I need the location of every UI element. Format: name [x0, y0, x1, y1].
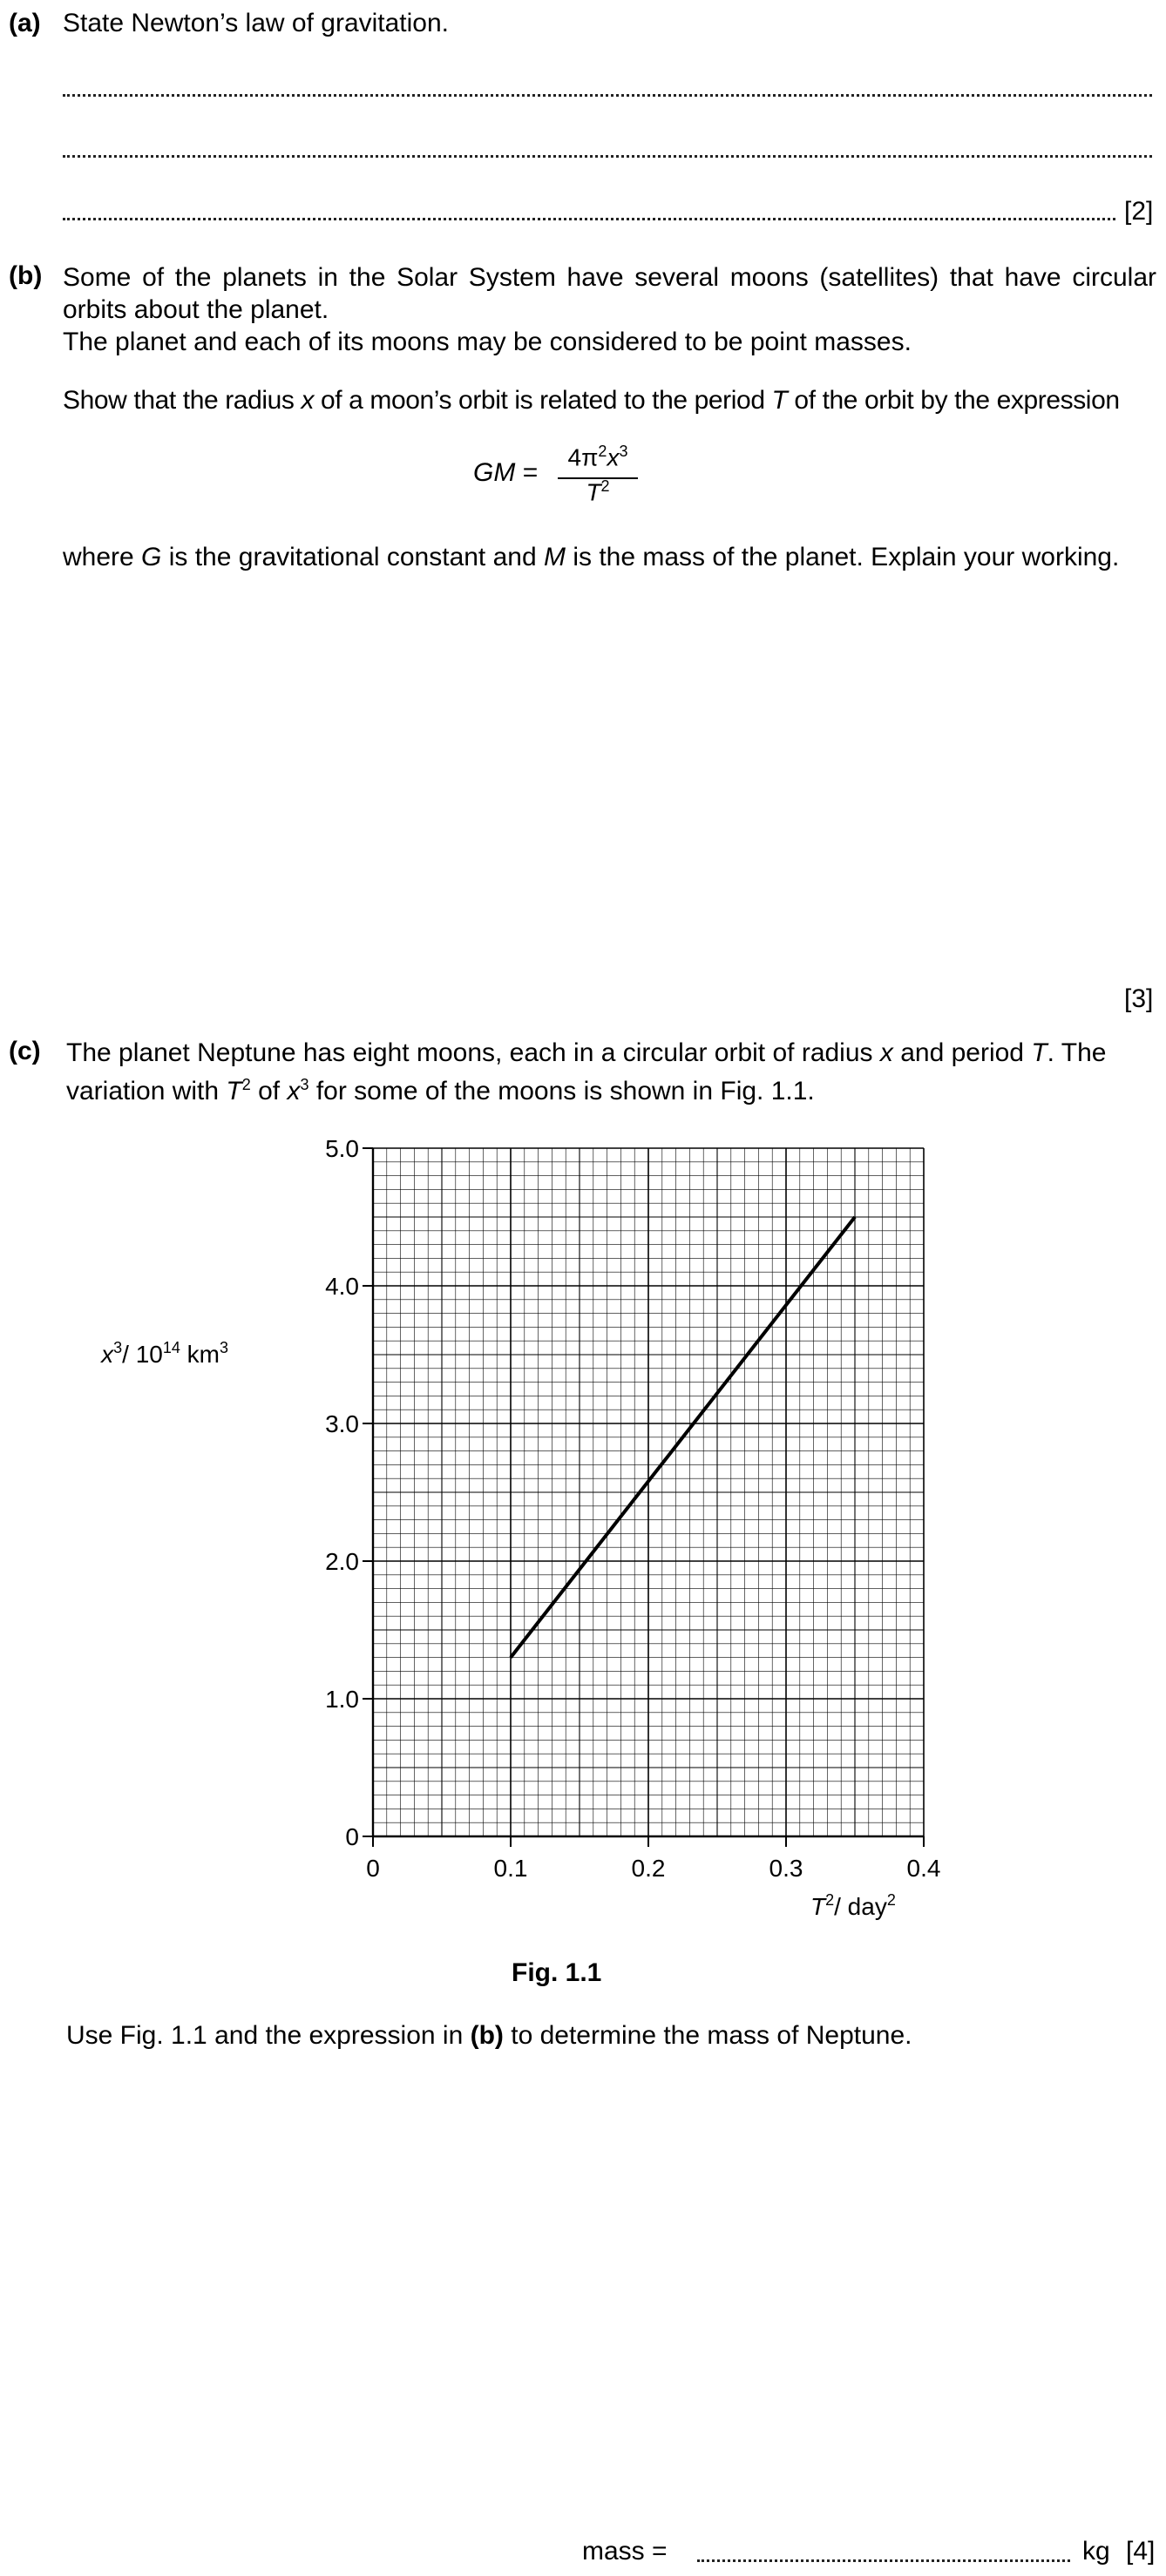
x-tick-label: 0.3 [769, 1855, 803, 1882]
y-tick-label: 2.0 [325, 1548, 359, 1575]
part-b-label: (b) [9, 261, 43, 290]
part-c-label: (c) [9, 1037, 41, 1065]
x-axis-label: $T^2/$ day$^2$ [810, 1891, 896, 1920]
y-axis-label: $x^3/$ $10^{14}$ $km^3$ [101, 1339, 228, 1368]
x-tick-label: 0.1 [493, 1855, 528, 1882]
equation-fraction [558, 443, 638, 512]
part-c-text [66, 1037, 1156, 1107]
y-tick-label: 1.0 [325, 1686, 359, 1713]
x-tick-label: 0.4 [906, 1855, 941, 1882]
answer-unit: kg [1082, 2537, 1110, 2566]
part-c-marks: [4] [1126, 2537, 1156, 2566]
graph-fig-1-1 [0, 1124, 1166, 1951]
part-b-line2: orbits about the planet. [63, 295, 329, 324]
part-b-text [63, 261, 1156, 358]
answer-label: mass = [582, 2537, 668, 2566]
equation-numerator: $4\pi^2x^3$ [567, 443, 628, 471]
y-tick-label: 3.0 [325, 1410, 359, 1437]
equation-denominator: $T^2$ [586, 477, 610, 506]
x-tick-label: 0 [366, 1855, 380, 1882]
x-tick-label: 0.2 [631, 1855, 666, 1882]
part-c-line2: variation with $T^2$ of $x^3$ for some of the moons is shown in Fig. 1.1. [66, 1076, 815, 1105]
y-tick-label: 5.0 [325, 1135, 359, 1162]
answer-line-a1[interactable] [63, 94, 1152, 97]
part-a-question: State Newton’s law of gravitation. [63, 9, 450, 37]
part-b-show-that: Show that the radius x of a moon’s orbit is related to the period T of the orbit by the expression [63, 386, 1120, 415]
part-b-line3: The planet and each of its moons may be considered to be point masses. [63, 328, 912, 356]
part-a-marks: [2] [1124, 197, 1154, 226]
axes [363, 1148, 924, 1847]
part-c-line1: The planet Neptune has eight moons, each in a circular orbit of radius x and period T. The [66, 1038, 1107, 1067]
equation-lhs: GM = [473, 458, 539, 487]
answer-line-a2[interactable] [63, 155, 1152, 158]
part-b-line1: Some of the planets in the Solar System have several moons (satellites) that have circular [63, 263, 1156, 292]
tick-labels [325, 1135, 940, 1882]
y-tick-label: 4.0 [325, 1273, 359, 1300]
figure-caption: Fig. 1.1 [512, 1958, 602, 1987]
part-b-where: where G is the gravitational constant and M is the mass of the planet. Explain your working. [63, 543, 1120, 571]
part-c-instruction: Use Fig. 1.1 and the expression in (b) to determine the mass of Neptune. [66, 2021, 912, 2050]
mass-answer-field[interactable] [697, 2559, 1070, 2562]
part-a-label: (a) [9, 9, 41, 37]
part-b-marks: [3] [1124, 984, 1154, 1013]
y-tick-label: 0 [345, 1823, 359, 1850]
answer-line-a3[interactable] [63, 218, 1115, 220]
